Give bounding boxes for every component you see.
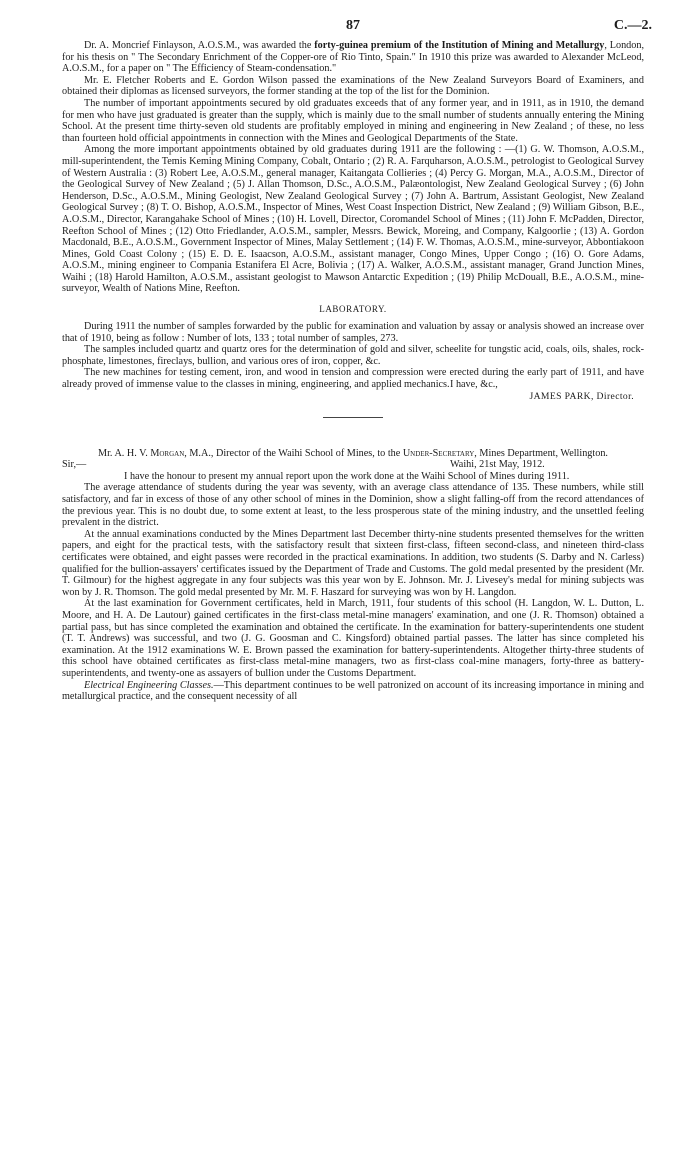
section-divider	[323, 417, 383, 418]
paragraph-attendance: The average attendance of students during the year was seventy, with an average class attendance of 135. These numbers, while still satisfactory, and far in excess of those of any other school of mines in the Dominion, show a slight falling-off from the record attendances of the previous year. This is no doubt due, to some extent at least, to the less prosperous state of the mining industry, and the unsettled feeling prevalent in the district.	[62, 482, 644, 529]
subheading-electrical: Electrical Engineering Classes.	[84, 679, 214, 691]
paragraph-samples-count: During 1911 the number of samples forwarded by the public for examination and valuation by assay or analysis showed an increase over that of 1910, being as follow : Number of lots, 133 ; total number of samples, 273.	[62, 321, 644, 344]
paragraph-finlayson-premium: Dr. A. Moncrief Finlayson, A.O.S.M., was awarded the forty-guinea premium of the Institution of Mining and Metallurgy, London, for his thesis on " The Secondary Enrichment of the Copper-ore of Rio Tinto, Spain." In 1910 this prize was awarded to Alexander McLeod, A.O.S.M., for a paper on " The Efficiency of Steam-condensation."	[62, 40, 644, 75]
paragraph-surveyors: Mr. E. Fletcher Roberts and E. Gordon Wilson passed the examinations of the New Zealand Surveyors Board of Examiners, and obtained their diplomas as licensed surveyors, the former standing at the top of the list for the Dominion.	[62, 74, 644, 98]
salutation-row	[62, 459, 644, 471]
section-title-laboratory: LABORATORY.	[319, 304, 387, 315]
paragraph-appointments-summary: The number of important appointments secured by old graduates exceeds that of any former year, and in 1911, as in 1910, the demand for men who have just graduated is greater than the supply, which is mainly due to the small number of students annually entering the Mining School. At the present time thirty-seven old students are profitably employed in mining and engineering in New Zealand ; of these, no less than fourteen hold official appointments in connection with the Mines and Geological Departments of the State.	[62, 97, 644, 144]
premium-title: forty-guinea premium of the Institution of Mining and Metallurgy	[314, 40, 605, 51]
paragraph-testing-machines: The new machines for testing cement, iron, and wood in tension and compression were erected during the early part of 1911, and have already proved of immense value to the classes in mining, engineering, and applied mechanics.	[62, 367, 644, 391]
paragraph-examinations: At the annual examinations conducted by the Mines Department last December thirty-nine students presented themselves for the written papers, and eight for the practical tests, with the satisfactory result that sixteen first-class, fifteen second-class, and nineteen third-class certificates were obtained, and eight passes were recorded in the practical examinations. In addition, two students (S. Darby and N. Carless) qualified for the bullion-assayers' certificates issued by the Department of Trade and Customs. The gold medal presented by the president (Mr. T. Gilmour) for the highest aggregate in any four subjects was this year won by E. Johnson. Mr. J. Livesey's medal for mining subjects was won by J. R. Thomson. The gold medal presented by Mr. M. F. Haszard for surveying was won by H. Langdon.	[62, 528, 644, 598]
paper-code: C.—2.	[613, 18, 652, 33]
page-number: 87	[346, 18, 360, 33]
letter-date: Waihi, 21st May, 1912.	[450, 459, 545, 471]
paragraph-certificates: At the last examination for Government certificates, held in March, 1911, four students of this school (H. Langdon, W. L. Dutton, L. Moore, and H. A. De Lautour) gained certificates in the first-class metal-mine managers' examination, and one (J. R. Thomson) obtained a partial pass, but has since completed the examination and obtained the certificate. In the examination for battery-superintendents one student (T. T. Andrews) was successful, and two (J. G. Goosman and C. Kingsford) obtained partial passes. The latter has since completed his examination. At the 1912 examinations W. E. Brown passed the examination for battery-superintendents. Altogether thirty-three students of this school have obtained certificates as first-class metal-mine managers, two as first-class coal-mine managers, forty-three as battery-superintendents, and twenty-one as assayers of bullion under the Customs Department.	[62, 598, 644, 679]
paragraph-samples-types: The samples included quartz and quartz ores for the determination of gold and silver, scheelite for tungstic acid, coals, oils, shales, rock-phosphate, limestones, fireclays, bullion, and various ores of iron, copper, &c.	[62, 344, 644, 367]
running-header	[62, 18, 652, 40]
sender-surname: Morgan	[150, 447, 185, 459]
paragraph-appointments-list: Among the more important appointments obtained by old graduates during 1911 are the following : —(1) G. W. Thomson, A.O.S.M., mill-superintendent, the Temis Keming Mining Company, Cobalt, Ontario ; (2) R. A. Farquharson, A.O.S.M., petrologist to Geological Survey of Western Australia : (3) Robert Lee, A.O.S.M., general manager, Kaitangata Collieries ; (4) Percy G. Morgan, M.A., A.O.S.M., Director of the Geological Survey of New Zealand ; (5) J. Allan Thomson, D.Sc., A.O.S.M., Palæontologist, New Zealand Geological Survey ; (6) John Henderson, D.Sc., A.O.S.M., Mining Geologist, New Zealand Geological Survey ; (7) John A. Bartrum, Assistant Geologist, New Zealand Geological Survey ; (8) T. O. Bishop, A.O.S.M., Inspector of Mines, West Coast Inspection District, New Zealand ; (9) William Gibson, B.E., A.O.S.M., Director, Karangahake School of Mines ; (10) H. Lovell, Director, Coromandel School of Mines ; (11) John F. McPadden, Director, Reefton School of Mines ; (12) Otto Friedlander, A.O.S.M., sampler, Messrs. Bewick, Moreing, and Company, Kalgoorlie ; (13) A. Gordon Macdonald, B.E., A.O.S.M., Government Inspector of Mines, Malay Settlement ; (14) F. W. Thomas, A.O.S.M., mine-surveyor, Abbontiakoon Mines, Gold Coast Colony ; (15) E. D. E. Isaacson, A.O.S.M., assistant manager, Congo Mines, Upper Congo ; (16) O. Gore Adams, A.O.S.M., mining engineer to Compania Estanifera El Acre, Bolivia ; (17) A. Walker, A.O.S.M., assistant manager, Grand Junction Mines, Waihi ; (18) Harold Hamilton, A.O.S.M., assistant geologist to Mawson Antarctic Expedition ; (19) Philip McDouall, B.E., A.O.S.M., mine-surveyor, Wealth of Nations Mine, Reefton.	[62, 144, 644, 295]
document-page	[62, 18, 652, 703]
paragraph-electrical-classes: Electrical Engineering Classes.—This department continues to be well patronized on account of its increasing importance in mining and metallurgical practice, and the consequent necessity of all	[62, 679, 645, 703]
closing-line: I have, &c.,	[450, 379, 498, 391]
recipient-title: Under-Secretary	[402, 447, 475, 459]
letter-address: Mr. A. H. V. Morgan, M.A., Director of the Waihi School of Mines, to the Under-Secretary, Mines Department, Wellington.	[98, 447, 608, 459]
signature: JAMES PARK, Director.	[529, 390, 634, 402]
paragraph-honour: I have the honour to present my annual report upon the work done at the Waihi School of Mines during 1911.	[124, 470, 570, 482]
salutation: Sir,—	[62, 459, 87, 471]
